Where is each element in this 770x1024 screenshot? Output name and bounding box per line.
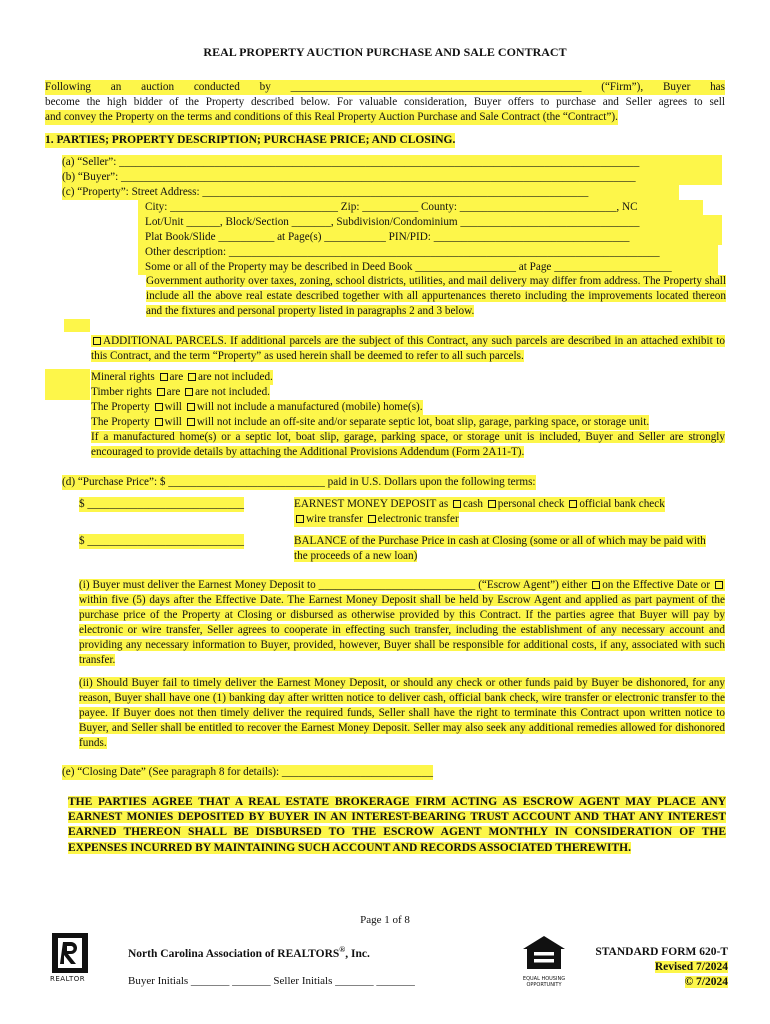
association-inc: , Inc.: [345, 947, 370, 960]
purchase-price-field[interactable]: [62, 475, 536, 490]
balance-blank: $ ____________________________: [79, 535, 245, 547]
deed-book-field[interactable]: [138, 260, 718, 275]
plat-pin-field[interactable]: [138, 230, 722, 245]
other-line: Other description: _____________________________________________________________________________: [145, 246, 660, 258]
mineral-are-not-checkbox[interactable]: [188, 373, 196, 381]
cash-checkbox[interactable]: [453, 500, 461, 508]
govt-text: Government authority over taxes, zoning, school districts, utilities, and mail delivery may differ from address. The Property shall include all the above real estate described together with all appurtenances thereto including the improvements located thereon and the fixtures and personal property listed in paragraphs 2 and 3 below.: [146, 275, 726, 318]
personal-check-checkbox[interactable]: [488, 500, 496, 508]
closing-date-line: (e) “Closing Date” (See paragraph 8 for details): ___________________________: [62, 766, 433, 778]
additional-parcels-text: ADDITIONAL PARCELS. If additional parcels are the subject of this Contract, any such parcels are described in an attached exhibit to this Contract, and the term “Property” as used herein shall be deemed to refer to all such parcels.: [91, 335, 725, 363]
seller-line: (a) “Seller”: _____________________________________________________________________________________________: [62, 156, 640, 168]
five-days-checkbox[interactable]: [715, 581, 723, 589]
lot-block-field[interactable]: [138, 215, 722, 230]
offsite-will-not-label: will not include an off-site and/or separate septic lot, boat slip, garage, parking space, or storage unit.: [196, 416, 650, 428]
para-i-text: (i) Buyer must deliver the Earnest Money Deposit to ____________________________ (“Escrow Agent”) either: [79, 579, 588, 591]
earnest-money-row: [294, 497, 665, 512]
offsite-will-not-checkbox[interactable]: [187, 418, 195, 426]
city-zip-county-field[interactable]: [138, 200, 703, 215]
additional-parcels-checkbox[interactable]: [93, 337, 101, 345]
electronic-transfer-label: electronic transfer: [377, 513, 459, 525]
mobile-will-not-label: will not include a manufactured (mobile) home(s).: [196, 401, 423, 413]
mobile-will-label: will: [164, 401, 182, 413]
official-bank-check-checkbox[interactable]: [569, 500, 577, 508]
equal-housing-text: EQUAL HOUSING OPPORTUNITY: [522, 976, 566, 988]
seller-field[interactable]: [62, 155, 722, 170]
standard-form: STANDARD FORM 620-T: [595, 946, 728, 958]
plat-line: Plat Book/Slide __________ at Page(s) ___________ PIN/PID: ___________________________________: [145, 231, 630, 243]
balance-text-block: [294, 534, 714, 564]
paragraph-ii: [79, 676, 725, 751]
offsite-will-checkbox[interactable]: [155, 418, 163, 426]
offsite-row: [91, 415, 649, 430]
offsite-will-label: will: [164, 416, 182, 428]
intro-paragraph: [45, 80, 725, 125]
earnest-money-blank: $ ____________________________: [79, 498, 245, 510]
wire-transfer-checkbox[interactable]: [296, 515, 304, 523]
page-title: REAL PROPERTY AUCTION PURCHASE AND SALE CONTRACT: [203, 45, 567, 59]
other-description-field[interactable]: [138, 245, 718, 260]
intro-line-1: Following an auction conducted by ____________________________________________________ (“Firm”), Buyer has: [45, 81, 725, 93]
mineral-are-label: are: [169, 371, 184, 383]
property-address-field[interactable]: [62, 185, 679, 200]
form-info: [560, 945, 728, 990]
paragraph-i: [79, 578, 725, 669]
personal-check-label: personal check: [497, 498, 565, 510]
purchase-price-line: (d) “Purchase Price”: $ ____________________________ paid in U.S. Dollars upon the following terms:: [62, 476, 536, 488]
copyright: © 7/2024: [684, 976, 728, 988]
official-bank-check-label: official bank check: [579, 498, 665, 510]
buyer-line: (b) “Buyer”: ____________________________________________________________________________________________: [62, 171, 636, 183]
mineral-are-checkbox[interactable]: [160, 373, 168, 381]
property-line: (c) “Property”: Street Address: _____________________________________________________________________: [62, 186, 589, 198]
para-ii-text: (ii) Should Buyer fail to timely deliver the Earnest Money Deposit, or should any check or other funds paid by Buyer be dishonored, for any reason, Buyer shall have one (1) banking day after written notice to deliver cash, official bank check, wire transfer or electronic transfer to the payee. If Buyer does not then timely deliver the required funds, Seller shall have the right to terminate this Contract upon written notice to Buyer, and Seller shall be entitled to recover the Earnest Money Deposit. Seller may also seek any additional remedies allowed for dishonored funds.: [79, 677, 725, 750]
mobile-will-checkbox[interactable]: [155, 403, 163, 411]
intro-line-3: and convey the Property on the terms and conditions of this Real Property Auction Purchase and Sale Contract (the “Contract”).: [45, 111, 618, 123]
closing-date-field[interactable]: [62, 765, 433, 780]
mobile-home-row: [91, 400, 423, 415]
transfer-row: [294, 512, 459, 527]
highlight-mark: [64, 319, 90, 332]
realtor-logo: [50, 932, 96, 986]
offsite-property-label: The Property: [91, 416, 150, 428]
wire-transfer-label: wire transfer: [306, 513, 363, 525]
escrow-interest-notice: [68, 795, 726, 856]
additional-parcels: [91, 334, 725, 364]
cash-label: cash: [463, 498, 483, 510]
deed-line: Some or all of the Property may be described in Deed Book __________________ at Page _____________________: [145, 261, 672, 273]
timber-are-not-checkbox[interactable]: [185, 388, 193, 396]
government-text: [146, 274, 726, 319]
registered-mark: ®: [339, 945, 346, 954]
timber-rights-row: [91, 385, 270, 400]
caps-text: THE PARTIES AGREE THAT A REAL ESTATE BROKERAGE FIRM ACTING AS ESCROW AGENT MAY PLACE ANY EARNEST MONIES DEPOSITED BY BUYER IN AN INTEREST-BEARING TRUST ACCOUNT AND THAT ANY INTEREST EARNED THEREON SHALL BE DISBURSED TO THE ESCROW AGENT MONTHLY IN CONSIDERATION OF THE EXPENSES INCURRED BY MAINTAINING SUCH ACCOUNT AND RECORDS ASSOCIATED THEREWITH.: [68, 796, 726, 854]
association-name: [128, 945, 370, 960]
city-line: City: ______________________________ Zip: __________ County: ____________________________, NC: [145, 201, 638, 213]
electronic-transfer-checkbox[interactable]: [368, 515, 376, 523]
balance-text: BALANCE of the Purchase Price in cash at Closing (some or all of which may be paid with the proceeds of a new loan): [294, 535, 706, 563]
earnest-money-label: EARNEST MONEY DEPOSIT as: [294, 498, 449, 510]
timber-are-label: are: [166, 386, 181, 398]
mobile-will-not-checkbox[interactable]: [187, 403, 195, 411]
association-label: North Carolina Association of REALTORS: [128, 947, 340, 960]
earnest-money-amount[interactable]: [79, 497, 244, 512]
balance-amount[interactable]: [79, 534, 244, 549]
effective-date-checkbox[interactable]: [592, 581, 600, 589]
mineral-rights-label: Mineral rights: [91, 371, 155, 383]
page-number: Page 1 of 8: [360, 914, 410, 926]
timber-rights-label: Timber rights: [91, 386, 152, 398]
lot-line: Lot/Unit ______, Block/Section _______, Subdivision/Condominium ________________________________: [145, 216, 640, 228]
rights-highlight: [45, 369, 90, 400]
timber-are-checkbox[interactable]: [157, 388, 165, 396]
mobile-property-label: The Property: [91, 401, 150, 413]
buyer-field[interactable]: [62, 170, 722, 185]
manufactured-text: If a manufactured home(s) or a septic lot, boat slip, garage, parking space, or storage unit is included, Buyer and Seller are strongly encouraged to provide details by attaching the Additional Provisions Addendum (Form 2A11-T).: [91, 431, 725, 459]
mineral-are-not-label: are not included.: [197, 371, 273, 383]
initials-line[interactable]: Buyer Initials _______ _______ Seller Initials _______ _______: [128, 975, 415, 987]
section-1-heading: 1. PARTIES; PROPERTY DESCRIPTION; PURCHASE PRICE; AND CLOSING.: [45, 134, 456, 146]
intro-line-2: become the high bidder of the Property described below. For valuable consideration, Buyer offers to purchase and Seller agrees to sell: [45, 96, 725, 108]
timber-are-not-label: are not included.: [195, 386, 270, 398]
mineral-rights-row: [91, 370, 273, 385]
para-i-a: on the Effective Date or: [602, 579, 711, 591]
manufactured-text-block: [91, 430, 725, 460]
realtor-logo-text: REALTOR: [50, 975, 86, 983]
para-i-b: within five (5) days after the Effective Date. The Earnest Money Deposit shall be held by Escrow Agent and applied as part payment of the purchase price of the Property at Closing or disbursed as otherwise provided by this Contract. If the parties agree that Buyer will pay by electronic or wire transfer, Seller agrees to cooperate in effecting such transfer, including the establishment of any necessary account and providing any necessary information to Buyer, provided, however, Buyer shall be responsible for additional costs, if any, associated with such transfer.: [79, 594, 725, 667]
revised-date: Revised 7/2024: [654, 961, 728, 973]
